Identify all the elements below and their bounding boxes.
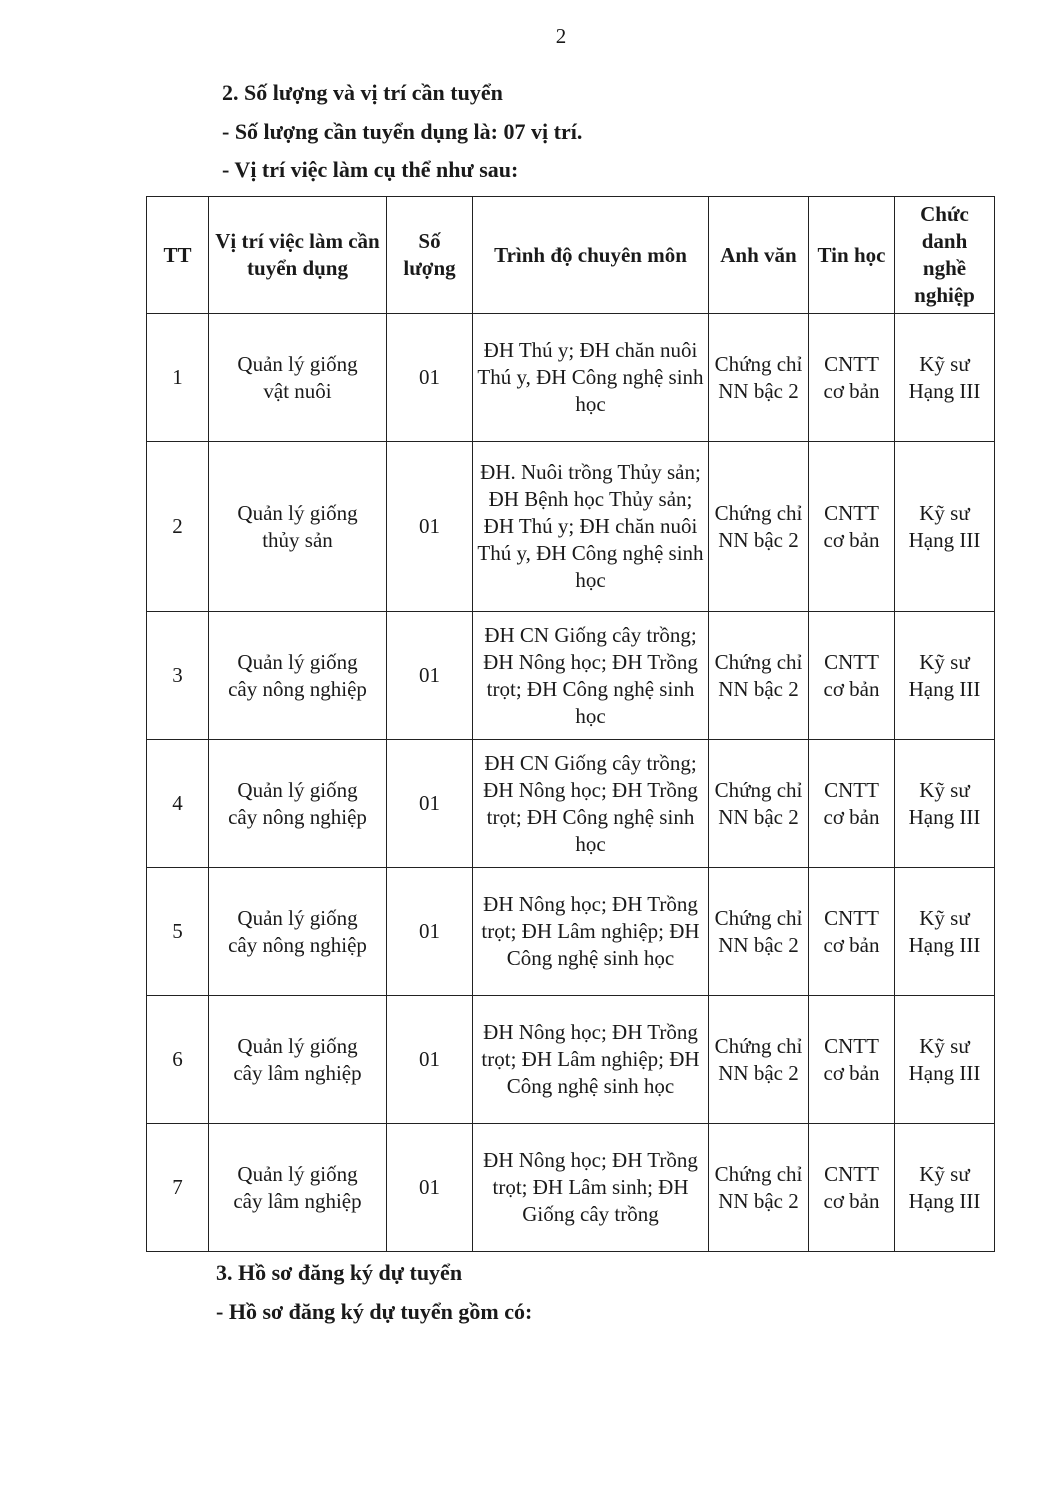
cell-position: Quản lý giống cây nông nghiệp	[209, 740, 387, 868]
header-it: Tin học	[809, 197, 895, 314]
cell-position: Quản lý giống cây lâm nghiệp	[209, 1124, 387, 1252]
table-row	[147, 996, 995, 1124]
cell-english: Chứng chỉ NN bậc 2	[709, 996, 809, 1124]
documents-intro-line: - Hồ sơ đăng ký dự tuyển gồm có:	[216, 1299, 533, 1324]
cell-it: CNTT cơ bản	[809, 740, 895, 868]
cell-quantity: 01	[387, 740, 473, 868]
page-number: 2	[555, 24, 567, 48]
cell-title: Kỹ sư Hạng III	[895, 868, 995, 996]
cell-position: Quản lý giống thủy sản	[209, 442, 387, 612]
table-row	[147, 868, 995, 996]
header-english: Anh văn	[709, 197, 809, 314]
cell-it: CNTT cơ bản	[809, 612, 895, 740]
cell-tt: 3	[147, 612, 209, 740]
cell-position: Quản lý giống vật nuôi	[209, 314, 387, 442]
cell-tt: 2	[147, 442, 209, 612]
cell-quantity: 01	[387, 612, 473, 740]
table-row	[147, 740, 995, 868]
table-row	[147, 442, 995, 612]
cell-title: Kỹ sư Hạng III	[895, 996, 995, 1124]
cell-english: Chứng chỉ NN bậc 2	[709, 1124, 809, 1252]
header-quantity: Số lượng	[387, 197, 473, 314]
cell-quantity: 01	[387, 314, 473, 442]
cell-degree: ĐH. Nuôi trồng Thủy sản; ĐH Bệnh học Thủy sản; ĐH Thú y; ĐH chăn nuôi Thú y, ĐH Công nghệ sinh học	[473, 442, 709, 612]
cell-tt: 6	[147, 996, 209, 1124]
section-2-heading: 2. Số lượng và vị trí cần tuyển	[222, 80, 503, 105]
cell-degree: ĐH Nông học; ĐH Trồng trọt; ĐH Lâm nghiệp; ĐH Công nghệ sinh học	[473, 996, 709, 1124]
cell-position: Quản lý giống cây nông nghiệp	[209, 868, 387, 996]
cell-degree: ĐH Thú y; ĐH chăn nuôi Thú y, ĐH Công nghệ sinh học	[473, 314, 709, 442]
cell-degree: ĐH CN Giống cây trồng; ĐH Nông học; ĐH Trồng trọt; ĐH Công nghệ sinh học	[473, 612, 709, 740]
cell-position: Quản lý giống cây lâm nghiệp	[209, 996, 387, 1124]
cell-tt: 4	[147, 740, 209, 868]
header-position: Vị trí việc làm cần tuyển dụng	[209, 197, 387, 314]
header-tt: TT	[147, 197, 209, 314]
header-title: Chức danh nghề nghiệp	[895, 197, 995, 314]
cell-it: CNTT cơ bản	[809, 996, 895, 1124]
cell-degree: ĐH Nông học; ĐH Trồng trọt; ĐH Lâm sinh; ĐH Giống cây trồng	[473, 1124, 709, 1252]
cell-quantity: 01	[387, 868, 473, 996]
cell-it: CNTT cơ bản	[809, 868, 895, 996]
cell-quantity: 01	[387, 1124, 473, 1252]
cell-it: CNTT cơ bản	[809, 442, 895, 612]
cell-position: Quản lý giống cây nông nghiệp	[209, 612, 387, 740]
cell-title: Kỹ sư Hạng III	[895, 740, 995, 868]
table-header-row	[147, 197, 995, 314]
cell-english: Chứng chỉ NN bậc 2	[709, 612, 809, 740]
cell-title: Kỹ sư Hạng III	[895, 314, 995, 442]
cell-title: Kỹ sư Hạng III	[895, 442, 995, 612]
table-row	[147, 612, 995, 740]
cell-tt: 5	[147, 868, 209, 996]
cell-title: Kỹ sư Hạng III	[895, 1124, 995, 1252]
recruitment-count-line: - Số lượng cần tuyển dụng là: 07 vị trí.	[222, 119, 583, 144]
table-row	[147, 1124, 995, 1252]
positions-table	[146, 196, 995, 1252]
cell-degree: ĐH CN Giống cây trồng; ĐH Nông học; ĐH Trồng trọt; ĐH Công nghệ sinh học	[473, 740, 709, 868]
header-degree: Trình độ chuyên môn	[473, 197, 709, 314]
table-row	[147, 314, 995, 442]
cell-degree: ĐH Nông học; ĐH Trồng trọt; ĐH Lâm nghiệp; ĐH Công nghệ sinh học	[473, 868, 709, 996]
cell-english: Chứng chỉ NN bậc 2	[709, 868, 809, 996]
cell-tt: 1	[147, 314, 209, 442]
cell-tt: 7	[147, 1124, 209, 1252]
cell-english: Chứng chỉ NN bậc 2	[709, 314, 809, 442]
cell-english: Chứng chỉ NN bậc 2	[709, 442, 809, 612]
positions-intro-line: - Vị trí việc làm cụ thể như sau:	[222, 157, 519, 182]
cell-it: CNTT cơ bản	[809, 1124, 895, 1252]
cell-quantity: 01	[387, 996, 473, 1124]
cell-it: CNTT cơ bản	[809, 314, 895, 442]
cell-english: Chứng chỉ NN bậc 2	[709, 740, 809, 868]
section-3-heading: 3. Hồ sơ đăng ký dự tuyển	[216, 1260, 463, 1285]
cell-quantity: 01	[387, 442, 473, 612]
cell-title: Kỹ sư Hạng III	[895, 612, 995, 740]
